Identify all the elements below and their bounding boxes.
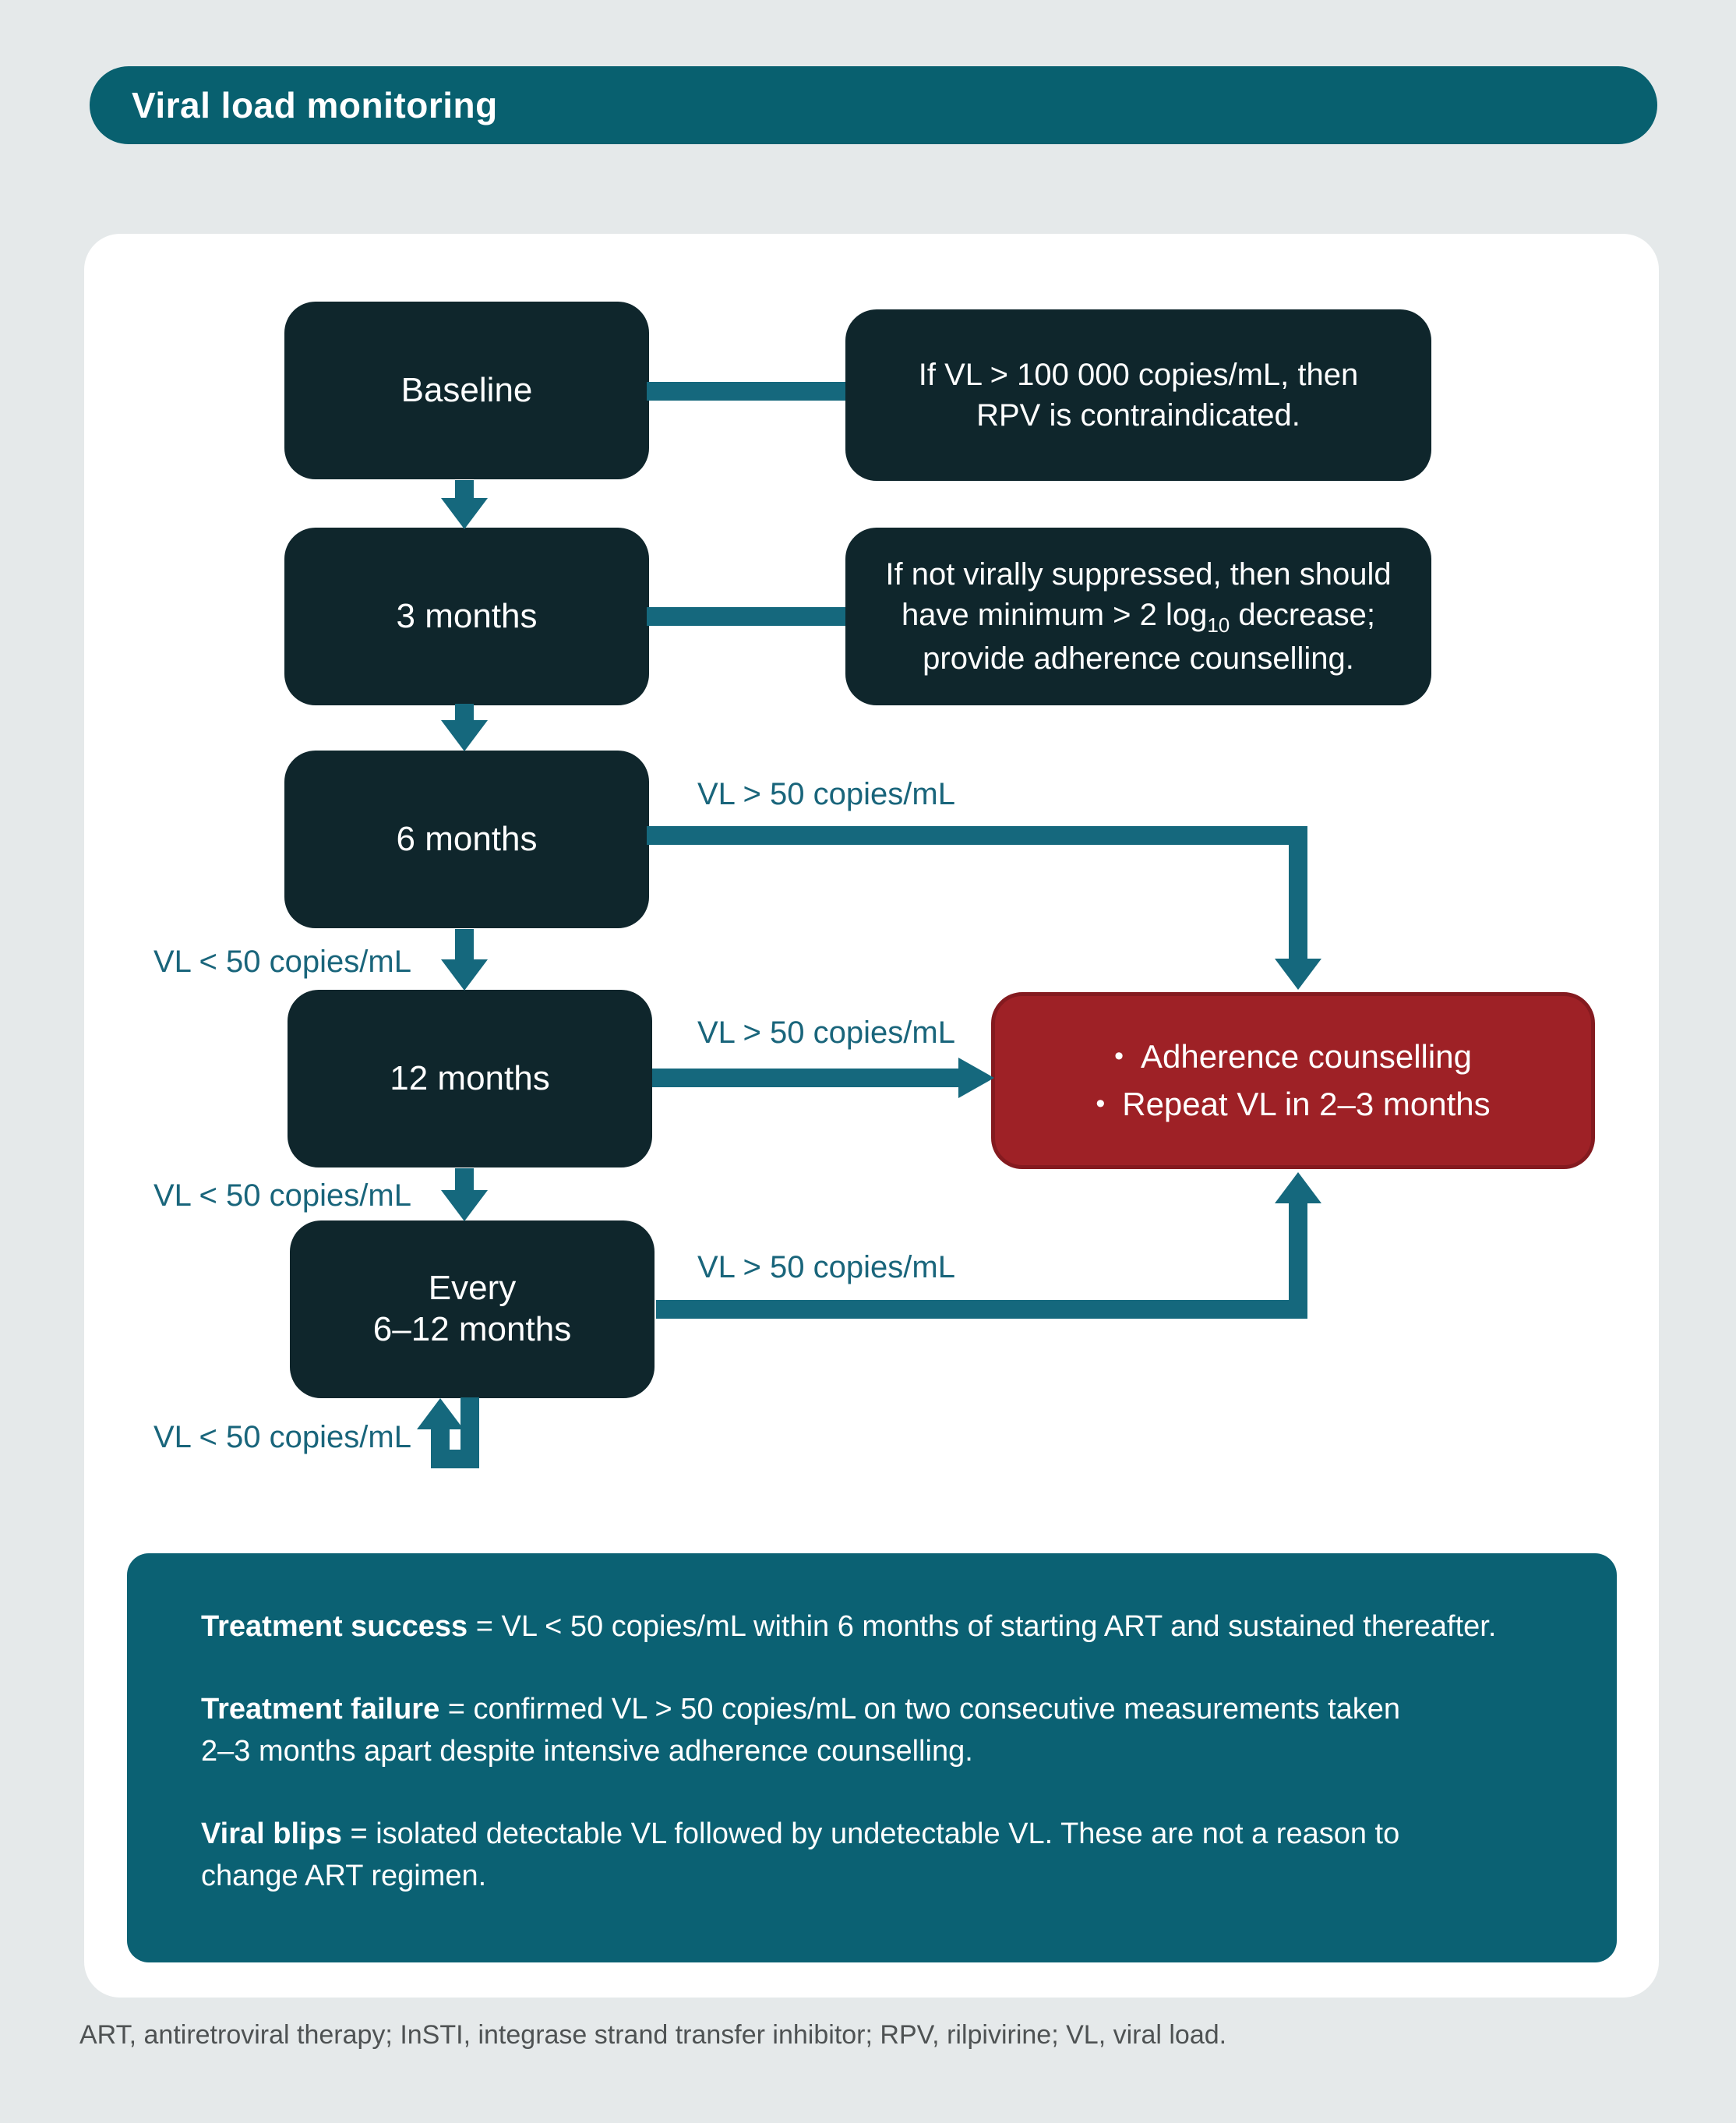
outcome-box-adherence-counselling	[991, 992, 1595, 1169]
bullet-icon: •	[1096, 1088, 1106, 1118]
edge-label-vl-gt-50: VL > 50 copies/mL	[697, 777, 955, 811]
elbow-6months-vertical	[1289, 845, 1307, 960]
abbreviations-footnote: ART, antiretroviral therapy; InSTI, integrase strand transfer inhibitor; RPV, rilpivirine; VL, viral load.	[79, 2020, 1227, 2050]
bullet-icon: •	[1114, 1040, 1124, 1071]
note-line: provide adherence counselling.	[923, 641, 1354, 676]
arrowhead-up-icon	[1275, 1172, 1321, 1203]
edge-label-vl-gt-50: VL > 50 copies/mL	[697, 1016, 955, 1050]
header-bar	[90, 66, 1657, 144]
edge-label-vl-lt-50: VL < 50 copies/mL	[153, 945, 411, 979]
connector-3months-to-note	[647, 607, 845, 626]
stage-label: 12 months	[390, 1058, 550, 1097]
arrowhead-right-icon	[958, 1058, 994, 1098]
arrow-6months-to-12months	[455, 929, 474, 960]
log-subscript: 10	[1207, 613, 1230, 637]
arrowhead-up-icon	[417, 1398, 464, 1429]
stage-box-3-months	[284, 528, 649, 705]
arrowhead-down-icon	[1275, 959, 1321, 990]
elbow-6months-horizontal	[647, 826, 1307, 845]
page-title: Viral load monitoring	[132, 85, 498, 125]
edge-label-vl-lt-50: VL < 50 copies/mL	[153, 1420, 411, 1454]
arrowhead-down-icon	[441, 959, 488, 991]
note-box-rpv-contraindicated	[845, 309, 1431, 481]
loop-left-leg	[431, 1426, 450, 1457]
edge-label-vl-lt-50: VL < 50 copies/mL	[153, 1178, 411, 1213]
stage-box-every-6-12-months	[290, 1220, 655, 1398]
stage-box-6-months	[284, 751, 649, 928]
note-line: RPV is contraindicated.	[976, 398, 1300, 433]
stage-label: 6 months	[396, 819, 538, 858]
arrow-12months-to-outcome	[652, 1069, 961, 1087]
stage-box-baseline	[284, 302, 649, 479]
elbow-every-horizontal	[656, 1300, 1307, 1319]
note-line: If not virally suppressed, then should	[885, 556, 1392, 592]
note-box-log-decrease	[845, 528, 1431, 705]
note-line: If VL > 100 000 copies/mL, then	[918, 358, 1359, 392]
stage-label-line1: Every	[428, 1269, 517, 1308]
arrowhead-down-icon	[441, 498, 488, 529]
outcome-item: • Adherence counselling	[1114, 1037, 1472, 1075]
definition-treatment-success: Treatment success = VL < 50 copies/mL within 6 months of starting ART and sustained thereafter.	[201, 1610, 1497, 1643]
elbow-every-vertical	[1289, 1203, 1307, 1303]
stage-box-12-months	[288, 990, 652, 1167]
arrowhead-down-icon	[441, 720, 488, 751]
outcome-item: • Repeat VL in 2–3 months	[1096, 1085, 1491, 1122]
stage-label: 3 months	[396, 596, 538, 635]
definitions-panel	[127, 1553, 1617, 1962]
stage-label-line2: 6–12 months	[372, 1310, 572, 1348]
edge-label-vl-gt-50: VL > 50 copies/mL	[697, 1250, 955, 1284]
connector-baseline-to-note	[647, 382, 845, 401]
note-line: have minimum > 2 $\log_{10}$ decrease;	[901, 597, 1376, 637]
arrow-12months-to-every	[455, 1168, 474, 1191]
definition-viral-blips: Viral blips = isolated detectable VL followed by undetectable VL. These are not a reason to change ART regimen.	[201, 1817, 1400, 1892]
stage-label: Baseline	[400, 370, 533, 409]
arrowhead-down-icon	[441, 1190, 488, 1221]
arrow-3months-to-6months	[455, 704, 474, 721]
definition-treatment-failure: Treatment failure = confirmed VL > 50 copies/mL on two consecutive measurements taken 2–3 months apart despite intensive adherence counselling.	[201, 1692, 1401, 1768]
